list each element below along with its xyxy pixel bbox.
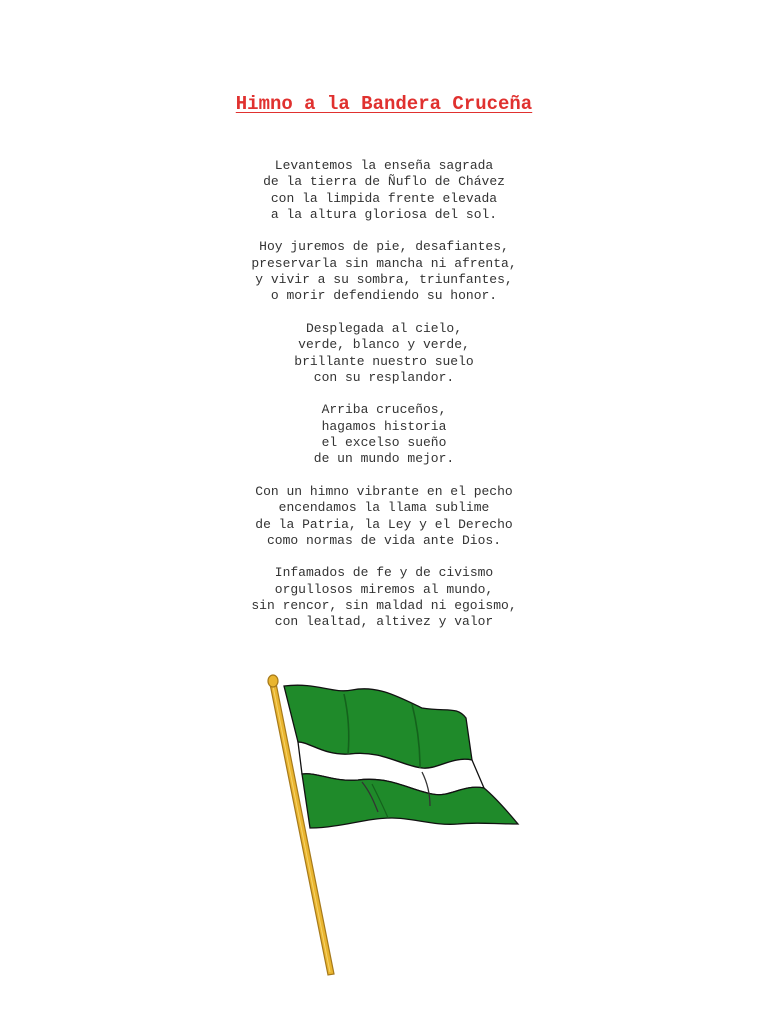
poem-line: preservarla sin mancha ni afrenta,	[251, 255, 517, 271]
poem-line: Con un himno vibrante en el pecho	[255, 483, 513, 499]
poem-line: verde, blanco y verde,	[298, 337, 470, 353]
poem-line: el excelso sueño	[321, 435, 447, 451]
poem-line: con la limpida frente elevada	[270, 190, 498, 206]
poem-line: de la Patria, la Ley y el Derecho	[255, 516, 513, 532]
stanza-5	[0, 484, 768, 549]
stanza-3	[0, 321, 768, 386]
poem-line: con su resplandor.	[313, 369, 455, 385]
poem-line: y vivir a su sombra, triunfantes,	[255, 272, 513, 288]
stanza-6	[0, 565, 768, 630]
poem-line: Desplegada al cielo,	[305, 320, 463, 336]
santa-cruz-flag-icon	[262, 672, 526, 982]
poem-line: como normas de vida ante Dios.	[266, 532, 502, 548]
poem-line: sin rencor, sin maldad ni egoismo,	[251, 598, 517, 614]
poem-line: Infamados de fe y de civismo	[274, 565, 494, 581]
poem-line: Arriba cruceños,	[321, 402, 447, 418]
poem-line: Levantemos la enseña sagrada	[274, 158, 494, 173]
poem-line: de la tierra de Ñuflo de Chávez	[263, 174, 505, 190]
poem	[0, 158, 768, 647]
poem-line: de un mundo mejor.	[313, 451, 455, 467]
poem-line: brillante nuestro suelo	[294, 353, 474, 369]
stanza-2	[0, 239, 768, 304]
poem-line: hagamos historia	[321, 418, 447, 434]
poem-line: a la altura gloriosa del sol.	[270, 206, 498, 222]
poem-line: encendamos la llama sublime	[278, 500, 490, 516]
flag-cloth	[284, 685, 518, 828]
stanza-4	[0, 402, 768, 467]
poem-line: orgullosos miremos al mundo,	[274, 581, 494, 597]
poem-line: o morir defendiendo su honor.	[270, 288, 498, 304]
page-title: Himno a la Bandera Cruceña	[235, 93, 533, 115]
poem-line: Hoy juremos de pie, desafiantes,	[259, 239, 509, 255]
poem-line: con lealtad, altivez y valor	[274, 614, 494, 630]
stanza-1	[0, 158, 768, 223]
